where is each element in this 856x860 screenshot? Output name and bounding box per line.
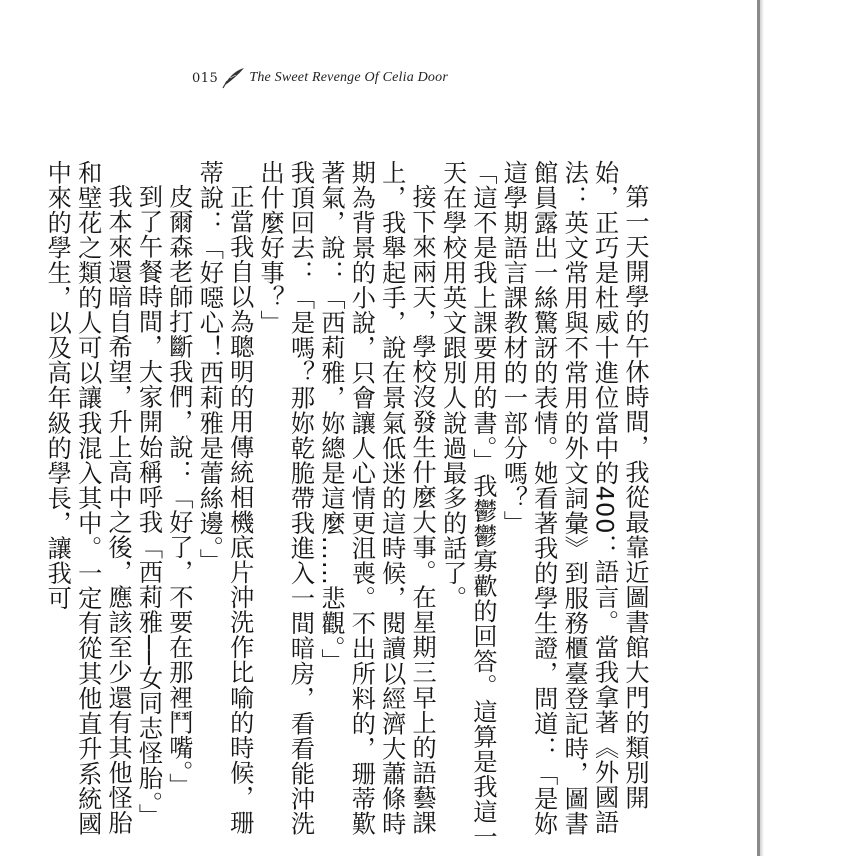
- paragraph: 皮爾森老師打斷我們，說：「好了，不要在那裡鬥嘴。」: [164, 184, 193, 799]
- book-title: The Sweet Revenge Of Celia Door: [249, 70, 448, 85]
- paragraph: 第一天開學的午休時間，我從最靠近圖書館大門的類別開始，正巧是杜威十進位當中的400：語言。當我拿著《外國語法：英文常用與不常用的外文詞彙》到服務櫃臺登記時，圖書館員露出一絲驚訝的表情。她看著我的學生證，問道：「是妳這學期語言課教材的一部分嗎？」: [499, 160, 649, 837]
- paragraph: 到了午餐時間，大家開始稱呼我「西莉雅──女同志怪胎。」: [134, 184, 163, 830]
- running-header: [192, 66, 448, 90]
- paragraph: 正當我自以為聰明的用傳統相機底片沖洗作比喻的時候，珊蒂說：「好噁心！西莉雅是蕾絲邊。」: [195, 160, 254, 836]
- quill-icon: [220, 66, 246, 90]
- paragraph: 接下來兩天，學校沒發生什麼大事。在星期三早上的語藝課上，我舉起手，說在景氣低迷的這時候，閱讀以經濟大蕭條時期為背景的小說，只會讓人心情更沮喪。不出所料的，珊蒂歎著氣，說：「西莉雅，妳總是這麼……悲觀。」: [316, 160, 437, 837]
- page-number: 015: [192, 70, 219, 86]
- paragraph: 「這不是我上課要用的書。」我鬱鬱寡歡的回答。這算是我這一天在學校用英文跟別人說過最多的話了。: [438, 160, 497, 850]
- vertical-text-column: [42, 160, 650, 860]
- body-text: [42, 160, 650, 860]
- paragraph: 我本來還暗自希望，升上高中之後，應該至少還有其他怪胎和壁花之類的人可以讓我混入其中。一定有從其他直升系統國中來的學生，以及高年級的學長，讓我可: [43, 160, 133, 837]
- page-edge-shadow: [760, 0, 764, 856]
- paragraph: 我頂回去：「是嗎？那妳乾脆帶我進入一間暗房，看看能沖洗出什麼好事？」: [256, 160, 315, 837]
